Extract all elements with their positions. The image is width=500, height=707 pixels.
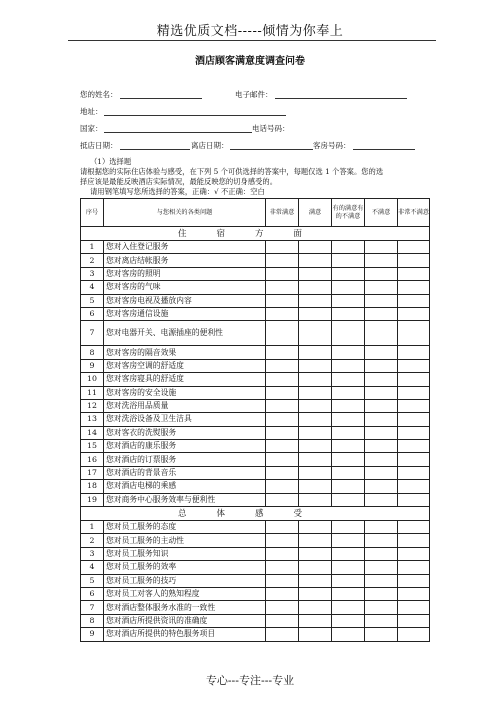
question-text: 您对客衣的洗熨服务	[104, 426, 266, 439]
room-label: 客房号码：	[313, 141, 351, 150]
answer-cell-very-satisfied[interactable]	[266, 521, 299, 534]
departure-field[interactable]	[230, 149, 313, 150]
question-text: 您对离店结帐服务	[104, 254, 266, 267]
answer-cell-very-satisfied[interactable]	[266, 453, 299, 466]
row-number: 5	[81, 294, 104, 307]
question-text: 您对员工服务的技巧	[104, 574, 266, 587]
header-dissatisfied: 不满意	[365, 199, 398, 227]
answer-cell-very-dissatisfied[interactable]	[398, 359, 430, 372]
answer-cell-dissatisfied[interactable]	[365, 574, 398, 587]
table-row	[81, 399, 430, 412]
instruction-line-1: 请根据您的实际住店体验与感受，在下列 5 个可供选择的答案中，每题仅选 1 个答案。您的选	[80, 167, 384, 176]
answer-cell-very-dissatisfied[interactable]	[398, 281, 430, 294]
answer-cell-neutral[interactable]	[332, 294, 365, 307]
table-row	[81, 493, 430, 506]
answer-cell-dissatisfied[interactable]	[365, 547, 398, 560]
section-accommodation-label: 住宿方面	[81, 227, 430, 241]
answer-cell-satisfied[interactable]	[299, 346, 332, 359]
table-row	[81, 281, 430, 294]
question-text: 您对员工服务的主动性	[104, 534, 266, 547]
answer-cell-very-satisfied[interactable]	[266, 267, 299, 280]
row-number: 12	[81, 399, 104, 412]
row-number: 3	[81, 547, 104, 560]
table-row	[81, 534, 430, 547]
answer-cell-neutral[interactable]	[332, 534, 365, 547]
answer-cell-satisfied[interactable]	[299, 440, 332, 453]
table-header-row	[81, 199, 430, 227]
answer-cell-neutral[interactable]	[332, 587, 365, 600]
row-number: 8	[81, 346, 104, 359]
answer-cell-satisfied[interactable]	[299, 628, 332, 641]
table-row	[81, 453, 430, 466]
document-title: 酒店顾客满意度调查问卷	[195, 56, 305, 67]
answer-cell-neutral[interactable]	[332, 359, 365, 372]
question-text: 您对客房通信设施	[104, 307, 266, 320]
answer-cell-dissatisfied[interactable]	[365, 386, 398, 399]
answer-cell-very-dissatisfied[interactable]	[398, 399, 430, 412]
question-text: 您对员工服务的效率	[104, 561, 266, 574]
table-row	[81, 359, 430, 372]
answer-cell-satisfied[interactable]	[299, 574, 332, 587]
section-overall	[81, 507, 430, 521]
email-label: 电子邮件：	[235, 90, 273, 99]
answer-cell-satisfied[interactable]	[299, 373, 332, 386]
answer-cell-neutral[interactable]	[332, 547, 365, 560]
row-number: 6	[81, 307, 104, 320]
question-text: 您对酒店电梯的乘感	[104, 480, 266, 493]
answer-cell-very-dissatisfied[interactable]	[398, 267, 430, 280]
answer-cell-very-dissatisfied[interactable]	[398, 321, 430, 346]
answer-cell-very-satisfied[interactable]	[266, 534, 299, 547]
answer-cell-satisfied[interactable]	[299, 534, 332, 547]
row-number: 18	[81, 480, 104, 493]
question-text: 您对酒店的康乐服务	[104, 440, 266, 453]
answer-cell-very-satisfied[interactable]	[266, 294, 299, 307]
answer-cell-dissatisfied[interactable]	[365, 493, 398, 506]
answer-cell-satisfied[interactable]	[299, 267, 332, 280]
answer-cell-satisfied[interactable]	[299, 614, 332, 627]
answer-cell-satisfied[interactable]	[299, 321, 332, 346]
name-label: 您的姓名：	[80, 90, 118, 99]
answer-cell-very-satisfied[interactable]	[266, 561, 299, 574]
answer-cell-dissatisfied[interactable]	[365, 399, 398, 412]
question-text: 您对客房的照明	[104, 267, 266, 280]
question-text: 您对酒店所提供的特色服务项目	[104, 628, 266, 641]
answer-cell-very-dissatisfied[interactable]	[398, 294, 430, 307]
table-row	[81, 521, 430, 534]
header-very-satisfied: 非常满意	[266, 199, 299, 227]
arrival-label: 抵店日期：	[80, 141, 118, 150]
table-row	[81, 254, 430, 267]
answer-cell-neutral[interactable]	[332, 426, 365, 439]
header-neutral: 有的满意有的不满意	[332, 199, 365, 227]
row-number: 6	[81, 587, 104, 600]
row-number: 2	[81, 534, 104, 547]
answer-cell-neutral[interactable]	[332, 628, 365, 641]
answer-cell-very-dissatisfied[interactable]	[398, 574, 430, 587]
answer-cell-dissatisfied[interactable]	[365, 346, 398, 359]
answer-cell-satisfied[interactable]	[299, 307, 332, 320]
answer-cell-satisfied[interactable]	[299, 521, 332, 534]
header-divider	[68, 40, 436, 41]
answer-cell-very-dissatisfied[interactable]	[398, 521, 430, 534]
answer-cell-very-dissatisfied[interactable]	[398, 386, 430, 399]
table-row	[81, 574, 430, 587]
row-number: 5	[81, 574, 104, 587]
table-row	[81, 547, 430, 560]
answer-cell-neutral[interactable]	[332, 574, 365, 587]
table-row	[81, 440, 430, 453]
answer-cell-neutral[interactable]	[332, 466, 365, 479]
answer-cell-very-dissatisfied[interactable]	[398, 614, 430, 627]
room-field[interactable]	[353, 149, 415, 150]
page-header-text: 精选优质文档-----倾情为你奉上	[156, 24, 344, 39]
answer-cell-neutral[interactable]	[332, 440, 365, 453]
answer-cell-very-satisfied[interactable]	[266, 281, 299, 294]
answer-cell-satisfied[interactable]	[299, 426, 332, 439]
row-number: 1	[81, 241, 104, 254]
answer-cell-very-satisfied[interactable]	[266, 466, 299, 479]
table-row	[81, 413, 430, 426]
question-text: 您对员工服务的态度	[104, 521, 266, 534]
answer-cell-dissatisfied[interactable]	[365, 267, 398, 280]
answer-cell-very-dissatisfied[interactable]	[398, 453, 430, 466]
answer-cell-very-satisfied[interactable]	[266, 373, 299, 386]
answer-cell-satisfied[interactable]	[299, 466, 332, 479]
table-row	[81, 373, 430, 386]
country-label: 国家：	[80, 124, 103, 133]
answer-cell-neutral[interactable]	[332, 614, 365, 627]
row-number: 11	[81, 386, 104, 399]
answer-cell-neutral[interactable]	[332, 561, 365, 574]
header-number: 序号	[81, 199, 104, 227]
answer-cell-very-dissatisfied[interactable]	[398, 254, 430, 267]
answer-cell-very-dissatisfied[interactable]	[398, 547, 430, 560]
answer-cell-dissatisfied[interactable]	[365, 413, 398, 426]
answer-cell-neutral[interactable]	[332, 267, 365, 280]
table-row	[81, 321, 430, 346]
row-number: 4	[81, 281, 104, 294]
question-text: 您对洗浴用品质量	[104, 399, 266, 412]
answer-cell-dissatisfied[interactable]	[365, 480, 398, 493]
answer-cell-neutral[interactable]	[332, 453, 365, 466]
row-number: 7	[81, 321, 104, 346]
instruction-line-3: 请用钢笔填写您所选择的答案，正确：√ 不正确：空白	[90, 187, 265, 196]
answer-cell-dissatisfied[interactable]	[365, 321, 398, 346]
question-text: 您对客房的气味	[104, 281, 266, 294]
table-row	[81, 587, 430, 600]
answer-cell-very-dissatisfied[interactable]	[398, 440, 430, 453]
answer-cell-very-satisfied[interactable]	[266, 321, 299, 346]
row-number: 1	[81, 521, 104, 534]
header-satisfied: 满意	[299, 199, 332, 227]
answer-cell-very-dissatisfied[interactable]	[398, 307, 430, 320]
answer-cell-very-satisfied[interactable]	[266, 587, 299, 600]
question-text: 您对员工对客人的熟知程度	[104, 587, 266, 600]
table-row	[81, 241, 430, 254]
answer-cell-dissatisfied[interactable]	[365, 601, 398, 614]
header-very-dissatisfied: 非常不满意	[398, 199, 430, 227]
question-text: 您对酒店所提供资讯的准确度	[104, 614, 266, 627]
answer-cell-very-dissatisfied[interactable]	[398, 534, 430, 547]
name-field[interactable]	[120, 98, 202, 99]
answer-cell-dissatisfied[interactable]	[365, 561, 398, 574]
answer-cell-very-satisfied[interactable]	[266, 413, 299, 426]
row-number: 2	[81, 254, 104, 267]
answer-cell-neutral[interactable]	[332, 493, 365, 506]
answer-cell-very-satisfied[interactable]	[266, 307, 299, 320]
table-row	[81, 426, 430, 439]
row-number: 3	[81, 267, 104, 280]
answer-cell-satisfied[interactable]	[299, 587, 332, 600]
row-number: 15	[81, 440, 104, 453]
answer-cell-very-dissatisfied[interactable]	[398, 587, 430, 600]
answer-cell-dissatisfied[interactable]	[365, 534, 398, 547]
answer-cell-very-dissatisfied[interactable]	[398, 413, 430, 426]
answer-cell-dissatisfied[interactable]	[365, 241, 398, 254]
answer-cell-dissatisfied[interactable]	[365, 614, 398, 627]
question-text: 您对洗浴设备及卫生洁具	[104, 413, 266, 426]
row-number: 8	[81, 614, 104, 627]
answer-cell-very-dissatisfied[interactable]	[398, 373, 430, 386]
answer-cell-satisfied[interactable]	[299, 386, 332, 399]
answer-cell-dissatisfied[interactable]	[365, 628, 398, 641]
answer-cell-dissatisfied[interactable]	[365, 426, 398, 439]
table-row	[81, 480, 430, 493]
table-row	[81, 466, 430, 479]
answer-cell-neutral[interactable]	[332, 386, 365, 399]
question-text: 您对酒店整体服务水准的一致性	[104, 601, 266, 614]
answer-cell-dissatisfied[interactable]	[365, 440, 398, 453]
question-text: 您对客房的安全设施	[104, 386, 266, 399]
answer-cell-very-dissatisfied[interactable]	[398, 466, 430, 479]
answer-cell-satisfied[interactable]	[299, 281, 332, 294]
question-text: 您对员工服务知识	[104, 547, 266, 560]
answer-cell-satisfied[interactable]	[299, 493, 332, 506]
email-field[interactable]	[275, 98, 407, 99]
answer-cell-satisfied[interactable]	[299, 294, 332, 307]
answer-cell-neutral[interactable]	[332, 601, 365, 614]
question-text: 您对酒店的订票服务	[104, 453, 266, 466]
row-number: 14	[81, 426, 104, 439]
answer-cell-very-satisfied[interactable]	[266, 614, 299, 627]
answer-cell-neutral[interactable]	[332, 413, 365, 426]
header-question: 与您相关的各类问题	[104, 199, 266, 227]
answer-cell-very-satisfied[interactable]	[266, 346, 299, 359]
answer-cell-dissatisfied[interactable]	[365, 521, 398, 534]
answer-cell-very-satisfied[interactable]	[266, 359, 299, 372]
answer-cell-neutral[interactable]	[332, 373, 365, 386]
question-text: 您对酒店的背景音乐	[104, 466, 266, 479]
answer-cell-neutral[interactable]	[332, 346, 365, 359]
answer-cell-very-satisfied[interactable]	[266, 440, 299, 453]
row-number: 7	[81, 601, 104, 614]
table-row	[81, 628, 430, 641]
row-number: 19	[81, 493, 104, 506]
answer-cell-neutral[interactable]	[332, 480, 365, 493]
answer-cell-neutral[interactable]	[332, 307, 365, 320]
question-text: 您对客房的隔音效果	[104, 346, 266, 359]
answer-cell-satisfied[interactable]	[299, 601, 332, 614]
answer-cell-dissatisfied[interactable]	[365, 281, 398, 294]
question-text: 您对客房空调的舒适度	[104, 359, 266, 372]
answer-cell-dissatisfied[interactable]	[365, 359, 398, 372]
answer-cell-very-dissatisfied[interactable]	[398, 480, 430, 493]
answer-cell-very-dissatisfied[interactable]	[398, 426, 430, 439]
answer-cell-very-satisfied[interactable]	[266, 628, 299, 641]
answer-cell-satisfied[interactable]	[299, 453, 332, 466]
answer-cell-very-dissatisfied[interactable]	[398, 346, 430, 359]
answer-cell-neutral[interactable]	[332, 399, 365, 412]
answer-cell-dissatisfied[interactable]	[365, 294, 398, 307]
answer-cell-very-satisfied[interactable]	[266, 254, 299, 267]
row-number: 16	[81, 453, 104, 466]
table-row	[81, 601, 430, 614]
answer-cell-neutral[interactable]	[332, 321, 365, 346]
row-number: 13	[81, 413, 104, 426]
row-number: 9	[81, 359, 104, 372]
answer-cell-satisfied[interactable]	[299, 399, 332, 412]
answer-cell-very-satisfied[interactable]	[266, 574, 299, 587]
answer-cell-very-satisfied[interactable]	[266, 493, 299, 506]
answer-cell-very-satisfied[interactable]	[266, 601, 299, 614]
arrival-field[interactable]	[120, 149, 190, 150]
answer-cell-dissatisfied[interactable]	[365, 453, 398, 466]
answer-cell-very-dissatisfied[interactable]	[398, 241, 430, 254]
answer-cell-neutral[interactable]	[332, 241, 365, 254]
answer-cell-very-dissatisfied[interactable]	[398, 493, 430, 506]
instruction-line-2: 择应该是最能反映酒店实际情况，最能反映您的切身感受的。	[80, 177, 278, 186]
answer-cell-dissatisfied[interactable]	[365, 254, 398, 267]
table-row	[81, 294, 430, 307]
table-row	[81, 307, 430, 320]
answer-cell-very-satisfied[interactable]	[266, 386, 299, 399]
answer-cell-satisfied[interactable]	[299, 254, 332, 267]
answer-cell-satisfied[interactable]	[299, 413, 332, 426]
answer-cell-dissatisfied[interactable]	[365, 307, 398, 320]
answer-cell-very-satisfied[interactable]	[266, 426, 299, 439]
answer-cell-very-dissatisfied[interactable]	[398, 601, 430, 614]
survey-table	[80, 198, 430, 642]
answer-cell-dissatisfied[interactable]	[365, 373, 398, 386]
answer-cell-neutral[interactable]	[332, 521, 365, 534]
answer-cell-very-satisfied[interactable]	[266, 547, 299, 560]
question-text: 您对客房寝具的舒适度	[104, 373, 266, 386]
section-overall-label: 总体感受	[81, 507, 430, 521]
departure-label: 离店日期：	[191, 141, 229, 150]
answer-cell-satisfied[interactable]	[299, 561, 332, 574]
table-row	[81, 561, 430, 574]
answer-cell-satisfied[interactable]	[299, 241, 332, 254]
phone-label: 电话号码：	[252, 124, 290, 133]
answer-cell-neutral[interactable]	[332, 254, 365, 267]
row-number: 10	[81, 373, 104, 386]
country-field[interactable]	[104, 132, 252, 133]
table-row	[81, 386, 430, 399]
address-label: 地址：	[80, 107, 103, 116]
row-number: 4	[81, 561, 104, 574]
row-number: 17	[81, 466, 104, 479]
page-footer-text: 专心---专注---专业	[205, 674, 295, 687]
section-accommodation	[81, 227, 430, 241]
answer-cell-satisfied[interactable]	[299, 359, 332, 372]
row-number: 9	[81, 628, 104, 641]
address-field[interactable]	[104, 115, 286, 116]
answer-cell-satisfied[interactable]	[299, 547, 332, 560]
question-text: 您对入住登记服务	[104, 241, 266, 254]
table-row	[81, 614, 430, 627]
answer-cell-dissatisfied[interactable]	[365, 466, 398, 479]
answer-cell-very-dissatisfied[interactable]	[398, 561, 430, 574]
question-text: 您对电器开关、电源插座的便利性	[104, 321, 266, 346]
answer-cell-dissatisfied[interactable]	[365, 587, 398, 600]
answer-cell-satisfied[interactable]	[299, 480, 332, 493]
answer-cell-very-dissatisfied[interactable]	[398, 628, 430, 641]
question-text: 您对商务中心服务效率与便利性	[104, 493, 266, 506]
table-row	[81, 267, 430, 280]
answer-cell-very-satisfied[interactable]	[266, 399, 299, 412]
question-text: 您对客房电视及播放内容	[104, 294, 266, 307]
answer-cell-very-satisfied[interactable]	[266, 241, 299, 254]
section-heading: （1）选择题	[90, 157, 132, 166]
table-row	[81, 346, 430, 359]
answer-cell-very-satisfied[interactable]	[266, 480, 299, 493]
answer-cell-neutral[interactable]	[332, 281, 365, 294]
